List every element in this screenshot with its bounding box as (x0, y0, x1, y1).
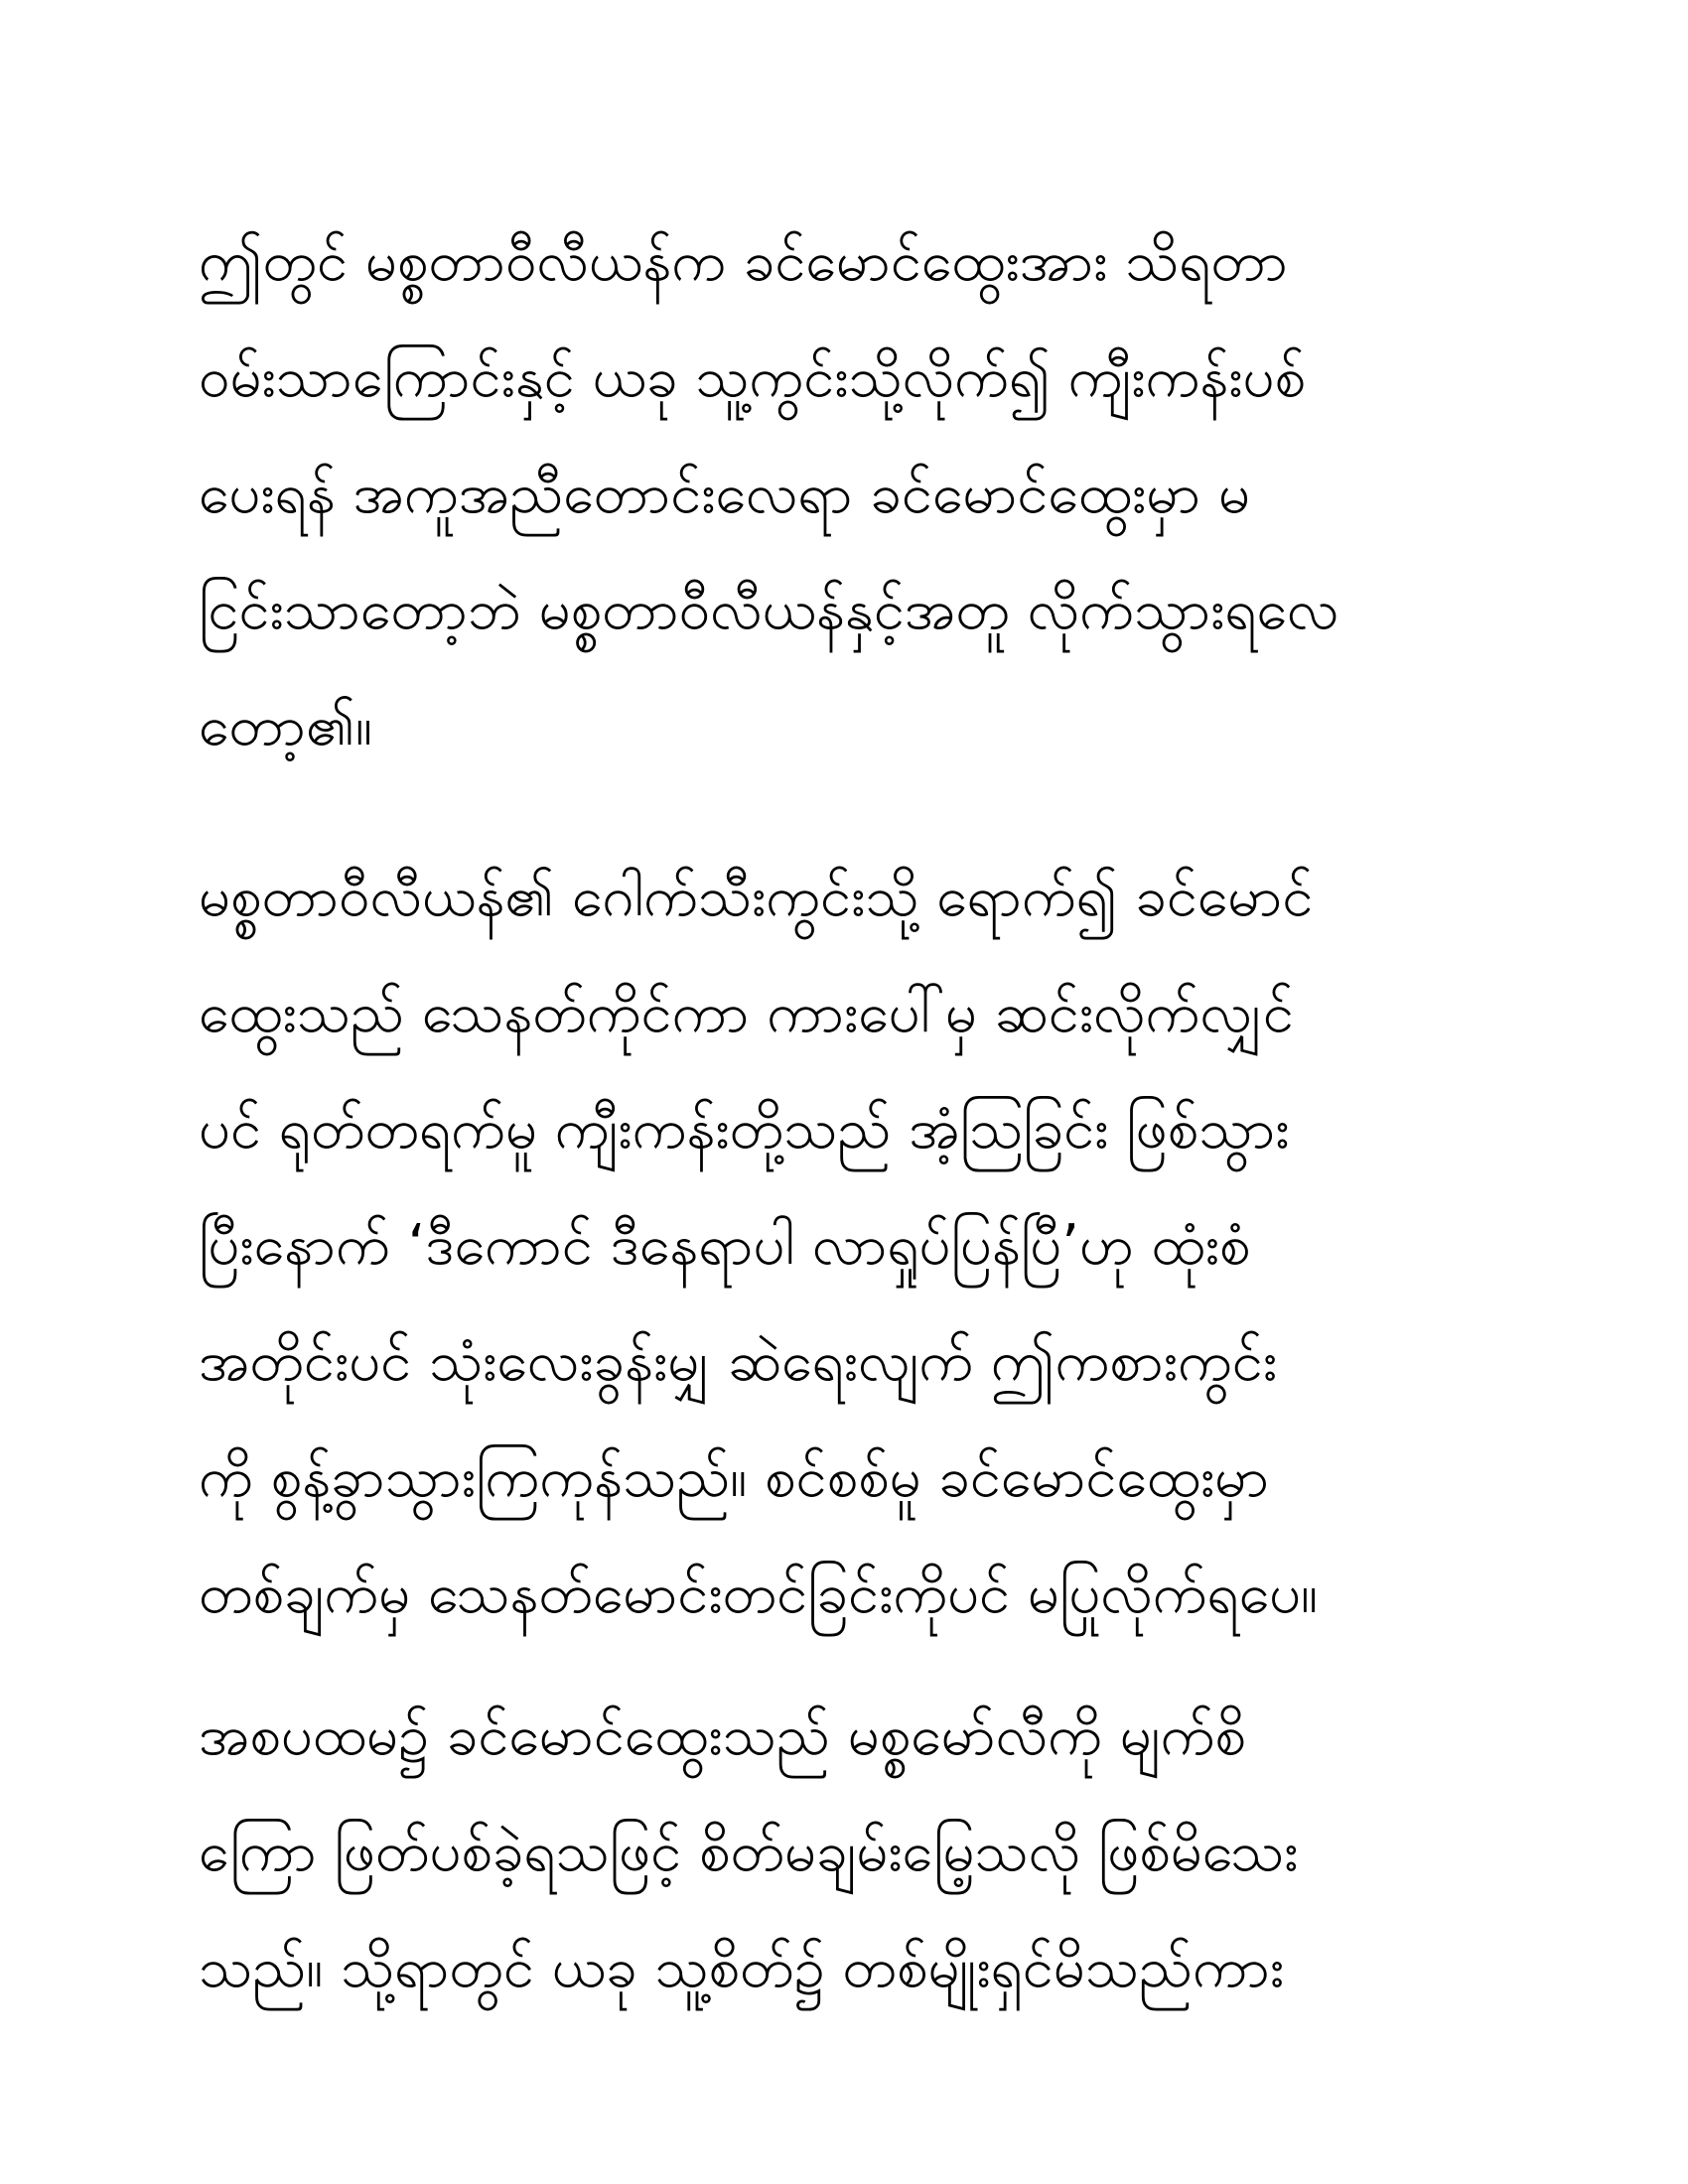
paragraph (199, 1678, 1489, 2026)
paragraph (199, 839, 1489, 1652)
text-line: ကြော ဖြတ်ပစ်ခဲ့ရသဖြင့် စိတ်မချမ်းမြေ့သလို ဖြစ်မိသေး (199, 1820, 1299, 1884)
text-line: မစ္စတာဝီလီယန်၏ ဂေါက်သီးကွင်းသို့ ရောက်၍ ခင်မောင် (199, 865, 1314, 929)
text-line: ငြင်းသာတော့ဘဲ မစ္စတာဝီလီယန်နှင့်အတူ လိုက်သွားရလေ (199, 578, 1339, 642)
text-line: အစပထမ၌ ခင်မောင်ထွေးသည် မစ္စမော်လီကို မျက်စိ (199, 1704, 1246, 1768)
text-line: တော့၏။ (199, 694, 372, 758)
text-line: တစ်ချက်မှ သေနတ်မောင်းတင်ခြင်းကိုပင် မပြုလိုက်ရပေ။ (199, 1562, 1318, 1626)
text-line: ပေးရန် အကူအညီတောင်းလေရာ ခင်မောင်ထွေးမှာ မ (199, 462, 1250, 526)
text-line: ဤတွင် မစ္စတာဝီလီယန်က ခင်မောင်ထွေးအား သိရတာ (199, 229, 1288, 294)
text-line: ဝမ်းသာကြောင်းနှင့် ယခု သူ့ကွင်းသို့လိုက်၍ ကျီးကန်းပစ် (199, 345, 1306, 410)
text-line: သည်။ သို့ရာတွင် ယခု သူ့စိတ်၌ တစ်မျိုးရှင်မိသည်ကား (199, 1936, 1285, 2000)
text-line: အတိုင်းပင် သုံးလေးခွန်းမျှ ဆဲရေးလျက် ဤကစားကွင်း (199, 1329, 1278, 1394)
paragraph (199, 204, 1489, 784)
text-line: ကို စွန့်ခွာသွားကြကုန်သည်။ စင်စစ်မူ ခင်မောင်ထွေးမှာ (199, 1445, 1270, 1510)
text-line: ပြီးနောက် ‘ဒီကောင် ဒီနေရာပါ လာရှုပ်ပြန်ပြီ’ဟု ထုံးစံ (199, 1213, 1251, 1278)
text-line: ပင် ရုတ်တရက်မူ ကျီးကန်းတို့သည် အံ့သြခြင်း ဖြစ်သွား (199, 1097, 1290, 1161)
text-line: ထွေးသည် သေနတ်ကိုင်ကာ ကားပေါ်မှ ဆင်းလိုက်လျှင် (199, 981, 1294, 1045)
